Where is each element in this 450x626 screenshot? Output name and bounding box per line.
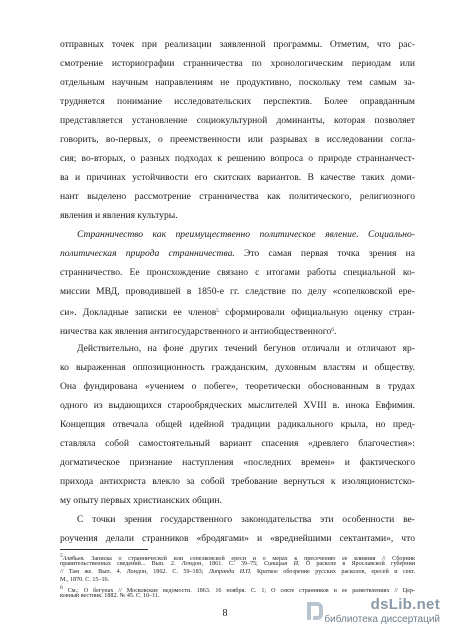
text-fragment: Это самая первая точка зрения на	[234, 248, 415, 259]
text-line: роучения делали странников «бродягами» и «вреднейшими сектантами», что	[60, 533, 415, 544]
footnote-author: Алябьев.	[62, 556, 85, 562]
footnote-number: 6	[60, 585, 63, 591]
section-heading-cont: политическая природа странничества.	[60, 248, 235, 259]
watermark-subtitle: библиотека диссертаций	[324, 614, 440, 625]
text-line: ко выраженная оппозиционность гражданским, духовным властям и обществу.	[60, 362, 415, 373]
text-line: явления и явления культуры.	[60, 210, 178, 221]
footnote-ref[interactable]: 5	[216, 308, 220, 314]
footnote-number: 5	[60, 553, 63, 559]
section-heading-line: Странничество как преимущественно политическое явление. Социально-	[77, 229, 415, 240]
text-line: му опыту первых христианских общин.	[60, 495, 222, 506]
text-line: Она фундирована «учением о побеге», теоретически обоснованным в трудах	[60, 381, 415, 392]
text-line: говорить, во-первых, о преемственности или разрывах в исследовании согла-	[60, 134, 415, 145]
footnote-text: См.: О бегунах // Московские ведомости. 1863. 16 ноября. С. 1; О секте странников и ее разветвлениях // Цер-	[62, 588, 415, 594]
dslib-logo-icon	[302, 598, 326, 622]
text-line: С точки зрения государственного законодательства эти особенности ве-	[77, 514, 415, 525]
footnote-line	[60, 584, 415, 592]
footnote-line	[60, 560, 415, 568]
text-line: странничество. Ее происхождение связано с итогами работы специальной ко-	[60, 267, 415, 278]
footnote-text: Записка о страннической или сопелковской ереси и о мерах к пресечению ее влияния // Сборник	[84, 556, 415, 562]
text-line: отправных точек при реализации заявленной программы. Отметим, что рас-	[60, 39, 415, 50]
page-number: 8	[222, 608, 228, 619]
text-fragment: сформировали официальную оценку стран-	[219, 307, 416, 318]
text-line: одного из выдающихся старообрядческих мыслителей XVIII в. инока Евфимия.	[60, 400, 415, 411]
text-line: нант выделено рассмотрение странничества как политического, религиозного	[60, 191, 415, 202]
footnote-ref[interactable]: 6	[331, 327, 335, 333]
text-fragment: ничества	[60, 326, 100, 337]
text-line	[60, 324, 415, 336]
footnote-divider	[60, 549, 148, 550]
watermark-brand: dsLib.net	[370, 596, 440, 613]
text-line: ва и причинах устойчивости его скитских вариантов. В качестве таких доми-	[60, 172, 415, 183]
footnote-author: Липранди И.П.	[208, 569, 252, 575]
text-line: сия; во-вторых, о разных подходах к решению вопроса о природе страннанчест-	[60, 153, 415, 164]
text-line: отдельным научным направлениям не продуктивно, поскольку тем самым за-	[60, 77, 415, 88]
footnote-line: ковный вестник. 1882. № 45. С. 10–11.	[60, 593, 160, 599]
footnote-author: Синицын И.	[263, 561, 300, 567]
footnote-text: Краткое обозрение русских расколов, ересей и сект.	[251, 569, 415, 575]
footnote-line	[60, 568, 415, 576]
footnote-line: М., 1870. С. 15–16.	[60, 577, 110, 583]
text-line: догматическое признание наступления «последних времен» и фактического	[60, 457, 415, 468]
footnote-text: О расколе в Ярославской губернии	[299, 561, 415, 567]
text-fragment: .	[334, 326, 337, 337]
text-line: смотрение историографии странничества по хронологическим периодам или	[60, 58, 415, 69]
text-line: Действительно, на фоне других течений бегунов отличали и отличают яр-	[77, 343, 415, 354]
footnote-text: правительственных сведений... Вып. 2. Лондон, 1861. С. 39–75;	[60, 561, 264, 567]
watermark	[302, 596, 442, 626]
text-line: миссии МВД, проводившей в 1850-е гг. следствие по делу «сопелковской ере-	[60, 286, 415, 297]
text-fragment: как явления антигосударственного и антиобщественного	[99, 326, 332, 337]
text-line	[60, 305, 415, 317]
footnote-line	[60, 552, 415, 560]
text-line: прихода антихриста влекло за собой требование вернуться к изоляционистско-	[60, 476, 415, 487]
text-line: Концепция отвечала общей идейной традиции радикального крыла, но пред-	[60, 419, 415, 430]
text-line	[60, 248, 415, 260]
text-line: представляется установление социокультурной доминанты, которая позволяет	[60, 115, 415, 126]
footnote-text: // Там же. Вып. 4. Лондон, 1862. С. 59–183;	[60, 569, 209, 575]
text-line: трудняется понимание исследовательских перспектив. Более оправданным	[60, 96, 415, 107]
text-fragment: си». Докладные записки ее членов	[60, 307, 217, 318]
text-line: ставляла собой самостоятельный вариант спасения «древлего благочестия»:	[60, 438, 415, 449]
